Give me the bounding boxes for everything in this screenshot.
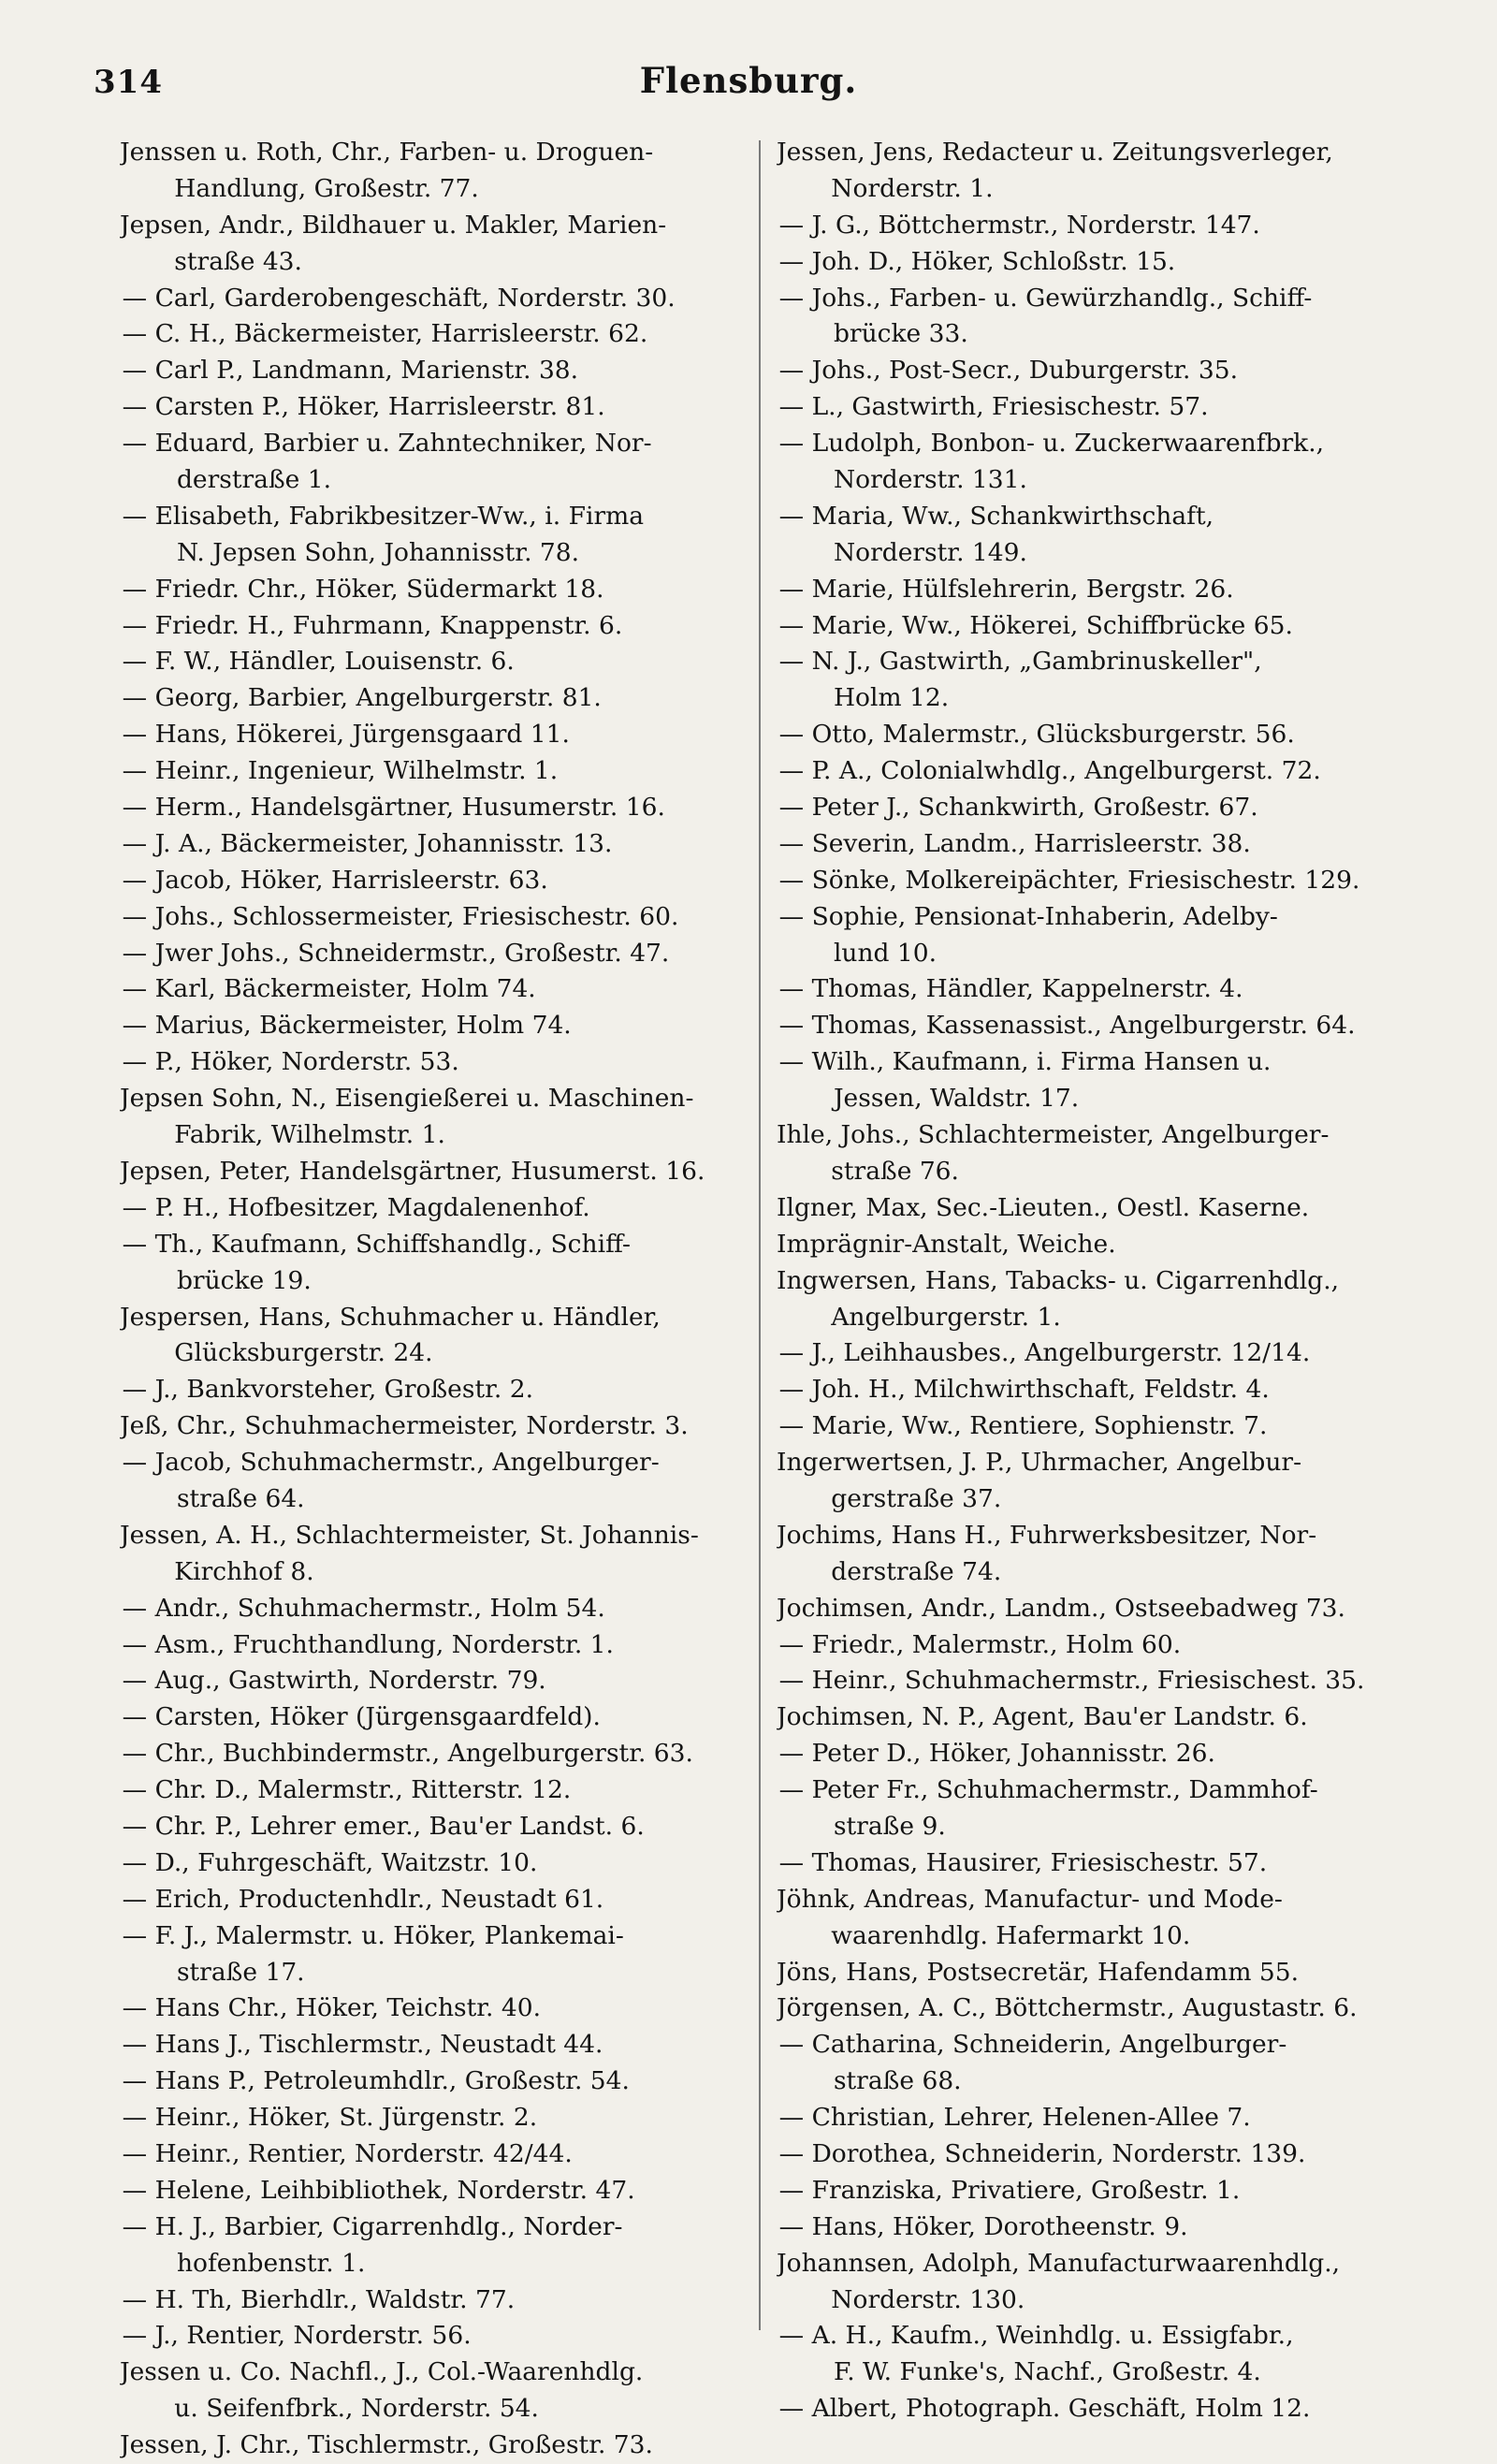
- entry-continuation-line: N. Jepsen Sohn, Johannisstr. 78.: [176, 537, 580, 567]
- directory-subentry: [120, 608, 779, 645]
- directory-subentry: [120, 1227, 779, 1300]
- entry-line: — Marius, Bäckermeister, Holm 74.: [122, 1011, 572, 1041]
- entry-line: Jochimsen, Andr., Landm., Ostseebadweg 73.: [777, 1593, 1345, 1623]
- entry-continuation-line: u. Seifenfbrk., Norderstr. 54.: [174, 2394, 539, 2424]
- directory-subentry: [120, 863, 779, 899]
- entry-continuation-line: waarenhdlg. Hafermarkt 10.: [831, 1920, 1191, 1950]
- directory-subentry: [120, 2100, 779, 2136]
- entry-continuation-line: Kirchhof 8.: [174, 1556, 314, 1586]
- entry-line: — Johs., Farben- u. Gewürzhandlg., Schiff-: [778, 283, 1313, 313]
- entry-continuation-line: F. W. Funke's, Nachf., Großestr. 4.: [833, 2357, 1261, 2387]
- directory-subentry: [777, 1044, 1436, 1117]
- entry-continuation-line: hofenbenstr. 1.: [176, 2248, 366, 2278]
- directory-subentry: [120, 790, 779, 826]
- entry-line: — Sönke, Molkereipächter, Friesischestr. 129.: [778, 865, 1360, 895]
- entry-line: Jessen u. Co. Nachfl., J., Col.-Waarenhdlg.: [120, 2357, 644, 2387]
- entry-continuation-line: Fabrik, Wilhelmstr. 1.: [174, 1120, 445, 1150]
- right-column: [777, 135, 1436, 2428]
- directory-entry: [777, 1990, 1436, 2027]
- entry-continuation-line: straße 9.: [833, 1811, 946, 1841]
- entry-line: — Friedr., Malermstr., Holm 60.: [778, 1629, 1182, 1659]
- entry-continuation-line: straße 43.: [174, 246, 302, 276]
- directory-subentry: [777, 426, 1436, 499]
- entry-line: — Carsten P., Höker, Harrisleerstr. 81.: [122, 392, 605, 422]
- entry-line: — Heinr., Schuhmachermstr., Friesischest. 35.: [778, 1666, 1365, 1696]
- directory-subentry: [120, 1845, 779, 1882]
- entry-line: — Heinr., Höker, St. Jürgenstr. 2.: [122, 2103, 538, 2133]
- entry-line: — Carl P., Landmann, Marienstr. 38.: [122, 356, 579, 386]
- entry-line: — Carsten, Höker (Jürgensgaardfeld).: [122, 1702, 601, 1732]
- entry-line: — Heinr., Rentier, Norderstr. 42/44.: [122, 2138, 573, 2168]
- directory-subentry: [777, 244, 1436, 281]
- directory-subentry: [120, 389, 779, 426]
- directory-subentry: [120, 572, 779, 608]
- entry-continuation-line: straße 76.: [831, 1156, 959, 1186]
- directory-subentry: [777, 2173, 1436, 2209]
- directory-subentry: [120, 1591, 779, 1627]
- entry-line: — Carl, Garderobengeschäft, Norderstr. 30.: [122, 283, 676, 313]
- entry-line: Jenssen u. Roth, Chr., Farben- u. Droguen-: [120, 138, 654, 167]
- entry-line: — Helene, Leihbibliothek, Norderstr. 47.: [122, 2175, 635, 2205]
- directory-subentry: [120, 1190, 779, 1227]
- directory-entry: [120, 1408, 779, 1445]
- directory-subentry: [120, 1699, 779, 1736]
- directory-subentry: [777, 2027, 1436, 2100]
- entry-line: — Jacob, Schuhmachermstr., Angelburger-: [122, 1448, 660, 1478]
- entry-line: — Joh. D., Höker, Schloßstr. 15.: [778, 246, 1176, 276]
- directory-subentry: [777, 2209, 1436, 2246]
- directory-subentry: [777, 281, 1436, 354]
- entry-line: — Thomas, Hausirer, Friesischestr. 57.: [778, 1847, 1268, 1877]
- directory-subentry: [120, 936, 779, 972]
- directory-entry: [777, 1263, 1436, 1336]
- directory-entry: [120, 1300, 779, 1373]
- directory-subentry: [777, 389, 1436, 426]
- entry-continuation-line: brücke 33.: [833, 319, 968, 349]
- entry-line: — N. J., Gastwirth, „Gambrinuskeller",: [778, 647, 1262, 677]
- entry-continuation-line: gerstraße 37.: [831, 1483, 1002, 1513]
- entry-continuation-line: Norderstr. 130.: [831, 2284, 1025, 2314]
- directory-subentry: [777, 1845, 1436, 1882]
- directory-subentry: [777, 899, 1436, 972]
- entry-line: Jepsen Sohn, N., Eisengießerei u. Maschinen-: [120, 1084, 694, 1114]
- entry-line: — P., Höker, Norderstr. 53.: [122, 1047, 459, 1077]
- entry-continuation-line: lund 10.: [833, 938, 937, 968]
- entry-continuation-line: straße 68.: [833, 2066, 962, 2096]
- entry-continuation-line: Holm 12.: [833, 683, 950, 713]
- entry-line: — Johs., Schlossermeister, Friesischestr. 60.: [122, 901, 679, 931]
- directory-subentry: [120, 1918, 779, 1991]
- directory-subentry: [777, 353, 1436, 389]
- directory-subentry: [120, 2209, 779, 2282]
- directory-subentry: [120, 826, 779, 863]
- directory-subentry: [777, 1736, 1436, 1772]
- entry-continuation-line: Norderstr. 1.: [831, 173, 994, 203]
- directory-subentry: [120, 753, 779, 790]
- directory-entry: [777, 135, 1436, 208]
- entry-line: — Georg, Barbier, Angelburgerstr. 81.: [122, 683, 602, 713]
- entry-line: Jepsen, Andr., Bildhauer u. Makler, Marien-: [120, 210, 667, 240]
- directory-subentry: [120, 1736, 779, 1772]
- entry-line: — D., Fuhrgeschäft, Waitzstr. 10.: [122, 1847, 538, 1877]
- directory-subentry: [777, 1008, 1436, 1044]
- directory-subentry: [777, 2100, 1436, 2136]
- entry-line: — Th., Kaufmann, Schiffshandlg., Schiff-: [122, 1229, 631, 1259]
- entry-line: Jepsen, Peter, Handelsgärtner, Husumerst. 16.: [120, 1156, 705, 1186]
- entry-line: — Hans P., Petroleumhdlr., Großestr. 54.: [122, 2066, 630, 2096]
- directory-subentry: [120, 1445, 779, 1518]
- entry-continuation-line: Glücksburgerstr. 24.: [174, 1338, 433, 1368]
- directory-entry: [120, 1081, 779, 1154]
- directory-subentry: [120, 2136, 779, 2173]
- directory-subentry: [777, 1627, 1436, 1664]
- entry-line: Jessen, Jens, Redacteur u. Zeitungsverleger,: [777, 138, 1333, 167]
- directory-entry: [120, 208, 779, 281]
- entry-line: Ingwersen, Hans, Tabacks- u. Cigarrenhdlg.,: [777, 1265, 1340, 1295]
- directory-subentry: [777, 826, 1436, 863]
- entry-continuation-line: Jessen, Waldstr. 17.: [833, 1084, 1080, 1114]
- directory-subentry: [120, 971, 779, 1008]
- left-column: [120, 135, 779, 2464]
- entry-line: — H. J., Barbier, Cigarrenhdlg., Norder-: [122, 2211, 623, 2241]
- directory-subentry: [120, 2027, 779, 2063]
- entry-continuation-line: brücke 19.: [176, 1265, 312, 1295]
- directory-subentry: [120, 2063, 779, 2100]
- directory-subentry: [777, 608, 1436, 645]
- directory-subentry: [120, 1008, 779, 1044]
- entry-line: — Chr. P., Lehrer emer., Bau'er Landst. 6.: [122, 1811, 645, 1841]
- entry-line: — Maria, Ww., Schankwirthschaft,: [778, 501, 1214, 531]
- directory-subentry: [120, 2318, 779, 2355]
- entry-line: — Thomas, Kassenassist., Angelburgerstr. 64.: [778, 1011, 1356, 1041]
- entry-line: — Jwer Johs., Schneidermstr., Großestr. 47.: [122, 938, 670, 968]
- entry-line: Jespersen, Hans, Schuhmacher u. Händler,: [120, 1302, 661, 1332]
- directory-entry: [120, 1518, 779, 1591]
- entry-line: — P. H., Hofbesitzer, Magdalenenhof.: [122, 1192, 590, 1222]
- entry-continuation-line: Handlung, Großestr. 77.: [174, 173, 479, 203]
- entry-line: — Erich, Productenhdlr., Neustadt 61.: [122, 1884, 604, 1914]
- entry-line: — Ludolph, Bonbon- u. Zuckerwaarenfbrk.,: [778, 429, 1325, 459]
- entry-line: — Otto, Malermstr., Glücksburgerstr. 56.: [778, 720, 1295, 750]
- entry-line: — Asm., Fruchthandlung, Norderstr. 1.: [122, 1629, 614, 1659]
- directory-subentry: [777, 2318, 1436, 2391]
- entry-line: — Aug., Gastwirth, Norderstr. 79.: [122, 1666, 546, 1696]
- entry-line: — C. H., Bäckermeister, Harrisleerstr. 62.: [122, 319, 648, 349]
- directory-entry: [777, 1699, 1436, 1736]
- entry-line: — L., Gastwirth, Friesischestr. 57.: [778, 392, 1209, 422]
- running-title: Flensburg.: [639, 60, 858, 101]
- entry-continuation-line: straße 64.: [176, 1483, 305, 1513]
- page-number: 314: [94, 64, 163, 101]
- directory-subentry: [777, 1408, 1436, 1445]
- directory-entry: [777, 1227, 1436, 1263]
- entry-line: Ilgner, Max, Sec.-Lieuten., Oestl. Kaserne.: [777, 1192, 1310, 1222]
- entry-line: — Hans J., Tischlermstr., Neustadt 44.: [122, 2030, 603, 2060]
- entry-line: Ingerwertsen, J. P., Uhrmacher, Angelbur-: [777, 1448, 1302, 1478]
- directory-subentry: [120, 680, 779, 717]
- entry-line: — F. W., Händler, Louisenstr. 6.: [122, 647, 515, 677]
- entry-line: — Catharina, Schneiderin, Angelburger-: [778, 2030, 1287, 2060]
- directory-subentry: [120, 316, 779, 353]
- directory-subentry: [120, 281, 779, 317]
- directory-subentry: [777, 1772, 1436, 1845]
- directory-entry: [777, 2246, 1436, 2319]
- entry-line: — F. J., Malermstr. u. Höker, Plankemai-: [122, 1920, 624, 1950]
- entry-line: — Marie, Ww., Rentiere, Sophienstr. 7.: [778, 1411, 1268, 1441]
- directory-entry: [120, 2428, 779, 2464]
- entry-line: — Hans, Hökerei, Jürgensgaard 11.: [122, 720, 570, 750]
- directory-subentry: [777, 572, 1436, 608]
- entry-line: — Sophie, Pensionat-Inhaberin, Adelby-: [778, 901, 1278, 931]
- entry-line: — J. A., Bäckermeister, Johannisstr. 13.: [122, 828, 613, 858]
- directory-subentry: [120, 2282, 779, 2319]
- entry-continuation-line: Norderstr. 149.: [833, 537, 1027, 567]
- entry-continuation-line: derstraße 1.: [176, 465, 332, 495]
- directory-entry: [777, 1445, 1436, 1518]
- directory-subentry: [120, 1663, 779, 1699]
- directory-subentry: [120, 426, 779, 499]
- entry-line: — Marie, Hülfslehrerin, Bergstr. 26.: [778, 574, 1234, 604]
- directory-subentry: [777, 863, 1436, 899]
- entry-line: — Herm., Handelsgärtner, Husumerstr. 16.: [122, 793, 665, 823]
- directory-subentry: [777, 1335, 1436, 1372]
- directory-subentry: [120, 2173, 779, 2209]
- directory-entry: [777, 1955, 1436, 1991]
- directory-subentry: [777, 1663, 1436, 1699]
- column-divider: [759, 140, 761, 2330]
- entry-line: — Karl, Bäckermeister, Holm 74.: [122, 974, 536, 1004]
- entry-line: — Dorothea, Schneiderin, Norderstr. 139.: [778, 2138, 1306, 2168]
- directory-subentry: [120, 353, 779, 389]
- directory-entry: [777, 1117, 1436, 1190]
- entry-line: — Heinr., Ingenieur, Wilhelmstr. 1.: [122, 756, 559, 786]
- directory-subentry: [777, 971, 1436, 1008]
- directory-subentry: [120, 1372, 779, 1408]
- entry-continuation-line: straße 17.: [176, 1957, 305, 1987]
- directory-subentry: [120, 717, 779, 753]
- entry-line: — Johs., Post-Secr., Duburgerstr. 35.: [778, 356, 1239, 386]
- entry-line: — Joh. H., Milchwirthschaft, Feldstr. 4.: [778, 1375, 1270, 1405]
- entry-line: Ihle, Johs., Schlachtermeister, Angelburger-: [777, 1120, 1330, 1150]
- entry-line: — Chr., Buchbindermstr., Angelburgerstr. 63.: [122, 1739, 693, 1769]
- directory-subentry: [777, 717, 1436, 753]
- directory-subentry: [777, 499, 1436, 572]
- entry-line: Jessen, A. H., Schlachtermeister, St. Johannis-: [120, 1520, 699, 1550]
- entry-line: — Christian, Lehrer, Helenen-Allee 7.: [778, 2103, 1251, 2133]
- entry-line: Jochims, Hans H., Fuhrwerksbesitzer, Nor-: [777, 1520, 1317, 1550]
- entry-line: — Peter Fr., Schuhmachermstr., Dammhof-: [778, 1775, 1318, 1805]
- entry-line: — Hans, Höker, Dorotheenstr. 9.: [778, 2211, 1188, 2241]
- directory-subentry: [120, 499, 779, 572]
- entry-line: Jochimsen, N. P., Agent, Bau'er Landstr. 6.: [777, 1702, 1308, 1732]
- entry-line: — Friedr. Chr., Höker, Südermarkt 18.: [122, 574, 604, 604]
- directory-entry: [120, 2355, 779, 2428]
- entry-line: Jöns, Hans, Postsecretär, Hafendamm 55.: [777, 1957, 1300, 1987]
- directory-entry: [777, 1518, 1436, 1591]
- entry-line: Imprägnir-Anstalt, Weiche.: [777, 1229, 1116, 1259]
- entry-line: — H. Th, Bierhdlr., Waldstr. 77.: [122, 2284, 516, 2314]
- directory-subentry: [777, 208, 1436, 244]
- directory-subentry: [120, 1772, 779, 1809]
- entry-line: — Chr. D., Malermstr., Ritterstr. 12.: [122, 1775, 572, 1805]
- directory-subentry: [777, 1372, 1436, 1408]
- entry-line: — J., Rentier, Norderstr. 56.: [122, 2321, 472, 2351]
- directory-subentry: [120, 1809, 779, 1845]
- entry-line: — Albert, Photograph. Geschäft, Holm 12.: [778, 2394, 1311, 2424]
- directory-entry: [777, 1190, 1436, 1227]
- directory-entry: [777, 1882, 1436, 1955]
- directory-subentry: [120, 1044, 779, 1081]
- entry-line: Jöhnk, Andreas, Manufactur- und Mode-: [777, 1884, 1283, 1914]
- directory-subentry: [120, 1990, 779, 2027]
- entry-line: — Severin, Landm., Harrisleerstr. 38.: [778, 828, 1251, 858]
- directory-entry: [777, 1591, 1436, 1627]
- directory-subentry: [120, 1882, 779, 1918]
- entry-line: — Thomas, Händler, Kappelnerstr. 4.: [778, 974, 1243, 1004]
- entry-line: — Hans Chr., Höker, Teichstr. 40.: [122, 1993, 542, 2023]
- entry-line: — Marie, Ww., Hökerei, Schiffbrücke 65.: [778, 610, 1293, 640]
- entry-line: — P. A., Colonialwhdlg., Angelburgerst. 72.: [778, 756, 1321, 786]
- directory-subentry: [120, 1627, 779, 1664]
- entry-line: — Wilh., Kaufmann, i. Firma Hansen u.: [778, 1047, 1272, 1077]
- entry-line: Jessen, J. Chr., Tischlermstr., Großestr. 73.: [120, 2430, 653, 2460]
- entry-line: — J., Bankvorsteher, Großestr. 2.: [122, 1375, 533, 1405]
- entry-line: — A. H., Kaufm., Weinhdlg. u. Essigfabr.,: [778, 2321, 1294, 2351]
- entry-continuation-line: Norderstr. 131.: [833, 465, 1027, 495]
- entry-continuation-line: derstraße 74.: [831, 1556, 1002, 1586]
- entry-line: — Peter D., Höker, Johannisstr. 26.: [778, 1739, 1215, 1769]
- directory-subentry: [120, 899, 779, 936]
- directory-subentry: [777, 2391, 1436, 2428]
- entry-line: — J. G., Böttchermstr., Norderstr. 147.: [778, 210, 1260, 240]
- directory-entry: [120, 135, 779, 208]
- directory-subentry: [777, 2136, 1436, 2173]
- entry-line: — Elisabeth, Fabrikbesitzer-Ww., i. Firma: [122, 501, 645, 531]
- entry-line: — Peter J., Schankwirth, Großestr. 67.: [778, 793, 1258, 823]
- entry-continuation-line: Angelburgerstr. 1.: [831, 1302, 1061, 1332]
- directory-subentry: [777, 790, 1436, 826]
- entry-line: Jörgensen, A. C., Böttchermstr., Augustastr. 6.: [777, 1993, 1358, 2023]
- directory-entry: [120, 1154, 779, 1190]
- entry-line: — Franziska, Privatiere, Großestr. 1.: [778, 2175, 1241, 2205]
- directory-subentry: [777, 753, 1436, 790]
- entry-line: Johannsen, Adolph, Manufacturwaarenhdlg.,: [777, 2248, 1341, 2278]
- entry-line: — Andr., Schuhmachermstr., Holm 54.: [122, 1593, 605, 1623]
- entry-line: — Friedr. H., Fuhrmann, Knappenstr. 6.: [122, 610, 623, 640]
- entry-line: — Eduard, Barbier u. Zahntechniker, Nor-: [122, 429, 652, 459]
- directory-subentry: [120, 644, 779, 680]
- entry-line: — J., Leihhausbes., Angelburgerstr. 12/14.: [778, 1338, 1311, 1368]
- entry-line: Jeß, Chr., Schuhmachermeister, Norderstr. 3.: [120, 1411, 689, 1441]
- directory-subentry: [777, 644, 1436, 717]
- entry-line: — Jacob, Höker, Harrisleerstr. 63.: [122, 865, 548, 895]
